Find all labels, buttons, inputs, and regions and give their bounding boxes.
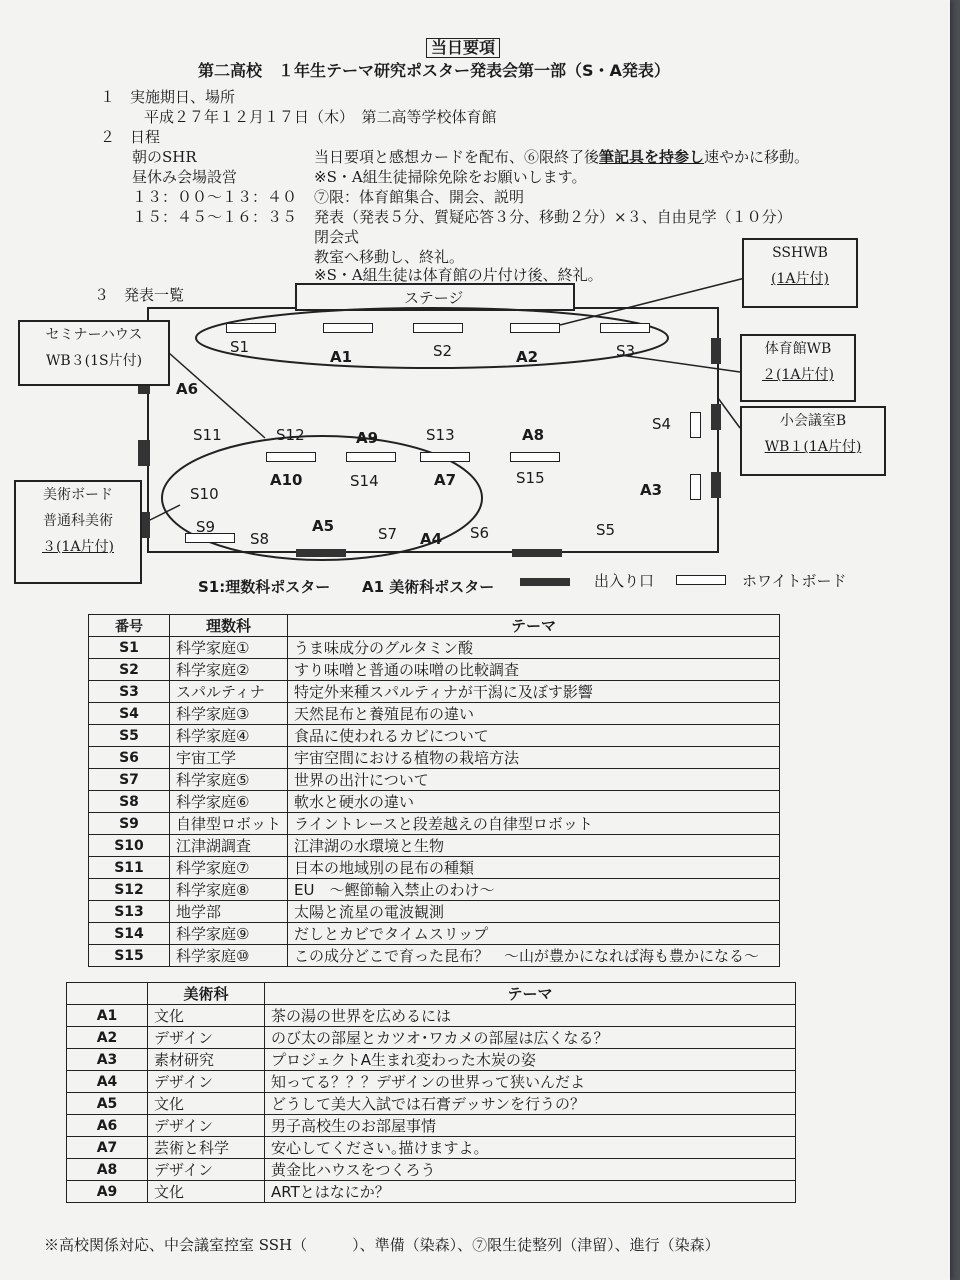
cell-number: S6 <box>89 747 170 769</box>
cell-theme: どうして美大入試では石膏デッサンを行うの？ <box>265 1093 796 1115</box>
cell-category: 科学家庭② <box>170 659 288 681</box>
science-table-row <box>89 681 780 703</box>
cell-theme: 軟水と硬水の違い <box>288 791 780 813</box>
position-label: A5 <box>312 517 335 535</box>
science-table-row <box>89 637 780 659</box>
position-label: A1 <box>330 348 353 366</box>
cell-number: A7 <box>67 1137 148 1159</box>
section1-heading: １ 実施期日、場所 <box>100 88 236 106</box>
position-label: A10 <box>270 471 303 489</box>
art-table-row <box>67 1005 796 1027</box>
cell-category: 科学家庭⑩ <box>170 945 288 967</box>
cell-category: 文化 <box>148 1181 265 1203</box>
cell-theme: 世界の出汁について <box>288 769 780 791</box>
whiteboard <box>413 323 463 333</box>
callout-seminar-house: セミナーハウス WB３(1S片付) <box>18 320 170 386</box>
callout-gym-wb: 体育館WB ２(1A片付) <box>740 334 856 402</box>
cell-category: デザイン <box>148 1027 265 1049</box>
cell-theme: 太陽と流星の電波観測 <box>288 901 780 923</box>
cell-category: 科学家庭③ <box>170 703 288 725</box>
science-table-row <box>89 791 780 813</box>
cell-number: S9 <box>89 813 170 835</box>
cell-category: スパルティナ <box>170 681 288 703</box>
science-table-row <box>89 747 780 769</box>
position-label: S11 <box>193 426 222 444</box>
whiteboard <box>266 452 316 462</box>
schedule-text: ⑦限：体育館集合、開会、説明 <box>314 188 525 206</box>
whiteboard <box>226 323 276 333</box>
cell-theme: 特定外来種スパルティナが干潟に及ぼす影響 <box>288 681 780 703</box>
position-label: S13 <box>426 426 455 444</box>
cell-number: A6 <box>67 1115 148 1137</box>
cell-number: S8 <box>89 791 170 813</box>
art-table-row <box>67 1137 796 1159</box>
legend-door: 出入り口 <box>594 572 655 590</box>
cell-category: 科学家庭① <box>170 637 288 659</box>
art-table-row <box>67 1093 796 1115</box>
column-header: テーマ <box>265 983 796 1005</box>
cell-category: 科学家庭④ <box>170 725 288 747</box>
schedule-text: 当日要項と感想カードを配布、⑥限終了後筆記具を持参し速やかに移動。 <box>314 148 810 166</box>
cell-number: S13 <box>89 901 170 923</box>
cell-number: S14 <box>89 923 170 945</box>
cell-category: 科学家庭⑧ <box>170 879 288 901</box>
column-header: テーマ <box>288 615 780 637</box>
cell-theme: のび太の部屋とカツオ･ワカメの部屋は広くなる？ <box>265 1027 796 1049</box>
cell-number: A9 <box>67 1181 148 1203</box>
whiteboard <box>510 452 560 462</box>
cell-number: S11 <box>89 857 170 879</box>
cell-category: 江津湖調査 <box>170 835 288 857</box>
cell-number: S10 <box>89 835 170 857</box>
position-label: S12 <box>276 426 305 444</box>
legend-whiteboard-swatch <box>676 575 726 585</box>
stage-label: ステージ <box>404 289 464 307</box>
whiteboard <box>600 323 650 333</box>
cell-category: 科学家庭⑥ <box>170 791 288 813</box>
legend-art: A1 美術科ポスター <box>362 578 495 596</box>
art-table-row <box>67 1049 796 1071</box>
science-table-row <box>89 923 780 945</box>
cell-theme: 宇宙空間における植物の栽培方法 <box>288 747 780 769</box>
schedule-time: １５：４５〜１６：３５ <box>132 208 298 226</box>
legend-door-swatch <box>520 578 570 586</box>
position-label: S14 <box>350 472 379 490</box>
schedule-time: 朝のSHR <box>132 148 197 166</box>
footer-note: ※高校関係対応、中会議室控室 SSH（ ）、準備（染森）、⑦限生徒整列（津留）、進行（染森） <box>44 1236 720 1254</box>
schedule-text: ※S・A組生徒掃除免除をお願いします。 <box>314 168 587 186</box>
cell-theme: 茶の湯の世界を広めるには <box>265 1005 796 1027</box>
whiteboard <box>690 412 701 438</box>
cell-category: デザイン <box>148 1071 265 1093</box>
callout-art-board: 美術ボード 普通科美術 ３(1A片付) <box>14 480 142 584</box>
page-title: 第二高校 １年生テーマ研究ポスター発表会第一部（S・A発表） <box>198 61 670 80</box>
table-header-row <box>67 983 796 1005</box>
group-ellipse-top <box>196 308 668 368</box>
whiteboard <box>510 323 560 333</box>
cell-number: A3 <box>67 1049 148 1071</box>
schedule-time: １３：００〜１３：４０ <box>132 188 298 206</box>
cell-number: S1 <box>89 637 170 659</box>
position-label: S4 <box>652 415 672 433</box>
cell-theme: 天然昆布と養殖昆布の違い <box>288 703 780 725</box>
cell-category: 素材研究 <box>148 1049 265 1071</box>
position-label: A6 <box>176 380 199 398</box>
entrance-door <box>711 472 721 498</box>
cell-number: S7 <box>89 769 170 791</box>
position-label: S9 <box>196 518 216 536</box>
column-header <box>67 983 148 1005</box>
position-label: S15 <box>516 469 545 487</box>
cell-number: S3 <box>89 681 170 703</box>
cell-number: S12 <box>89 879 170 901</box>
cell-number: A8 <box>67 1159 148 1181</box>
cell-number: S5 <box>89 725 170 747</box>
cell-number: A2 <box>67 1027 148 1049</box>
position-label: A4 <box>420 530 443 548</box>
entrance-door <box>512 549 562 557</box>
cell-theme: ライントレースと段差越えの自律型ロボット <box>288 813 780 835</box>
leader-line <box>620 355 740 372</box>
cell-category: 自律型ロボット <box>170 813 288 835</box>
art-table-row <box>67 1027 796 1049</box>
cell-theme: ARTとはなにか？ <box>265 1181 796 1203</box>
science-table-row <box>89 703 780 725</box>
whiteboard <box>323 323 373 333</box>
science-table-body <box>89 615 780 967</box>
cell-category: 科学家庭⑨ <box>170 923 288 945</box>
position-label: S6 <box>470 524 490 542</box>
schedule-text: ※S・A組生徒は体育館の片付け後、終礼。 <box>314 266 603 284</box>
section2-heading: ２ 日程 <box>100 128 161 146</box>
position-label: S7 <box>378 525 398 543</box>
cell-number: A4 <box>67 1071 148 1093</box>
science-table-row <box>89 769 780 791</box>
position-label: A7 <box>434 471 457 489</box>
whiteboard <box>420 452 470 462</box>
cell-theme: 日本の地域別の昆布の種類 <box>288 857 780 879</box>
science-table-row <box>89 725 780 747</box>
cell-theme: うま味成分のグルタミン酸 <box>288 637 780 659</box>
schedule-text: 閉会式 <box>314 228 360 246</box>
whiteboard <box>690 474 701 500</box>
position-label: S10 <box>190 485 219 503</box>
section1-detail: 平成２７年１２月１７日（木） 第二高等学校体育館 <box>144 108 497 126</box>
schedule-emphasis: 筆記具を持参し <box>599 148 705 166</box>
callout-small-meeting-room: 小会議室B WB１(1A片付) <box>740 406 886 476</box>
position-label: S8 <box>250 530 270 548</box>
cell-theme: だしとカビでタイムスリップ <box>288 923 780 945</box>
cell-category: 科学家庭⑤ <box>170 769 288 791</box>
art-table <box>66 982 796 1203</box>
cell-theme: 男子高校生のお部屋事情 <box>265 1115 796 1137</box>
position-label: S2 <box>433 342 453 360</box>
table-header-row <box>89 615 780 637</box>
entrance-door <box>138 440 150 466</box>
position-label: S1 <box>230 338 250 356</box>
cell-theme: EU 〜鰹節輸入禁止のわけ〜 <box>288 879 780 901</box>
schedule-text: 教室へ移動し、終礼。 <box>314 248 465 266</box>
leader-line <box>150 505 180 520</box>
position-label: A2 <box>516 348 539 366</box>
section3-heading: ３ 発表一覧 <box>94 286 185 304</box>
science-table-row <box>89 901 780 923</box>
art-table-row <box>67 1181 796 1203</box>
art-table-body <box>67 983 796 1203</box>
position-label: A3 <box>640 481 663 499</box>
art-table-row <box>67 1115 796 1137</box>
leader-line <box>718 398 740 428</box>
cell-category: 文化 <box>148 1093 265 1115</box>
position-label: A9 <box>356 429 379 447</box>
cell-number: A1 <box>67 1005 148 1027</box>
legend-whiteboard: ホワイトボード <box>742 572 847 590</box>
position-label: A8 <box>522 426 545 444</box>
column-header: 番号 <box>89 615 170 637</box>
position-label: S5 <box>596 521 616 539</box>
cell-theme: 安心してください｡描けますよ｡ <box>265 1137 796 1159</box>
science-table-row <box>89 945 780 967</box>
cell-category: デザイン <box>148 1159 265 1181</box>
legend-science: S1:理数科ポスター <box>198 578 331 596</box>
entrance-door <box>296 549 346 557</box>
cell-theme: 黄金比ハウスをつくろう <box>265 1159 796 1181</box>
cell-category: デザイン <box>148 1115 265 1137</box>
cell-category: 文化 <box>148 1005 265 1027</box>
position-label: S3 <box>616 342 636 360</box>
cell-theme: プロジェクトA生まれ変わった木炭の姿 <box>265 1049 796 1071</box>
cell-category: 芸術と科学 <box>148 1137 265 1159</box>
cell-number: S2 <box>89 659 170 681</box>
column-header: 美術科 <box>148 983 265 1005</box>
cell-category: 地学部 <box>170 901 288 923</box>
cell-theme: 知ってる？？？デザインの世界って狭いんだよ <box>265 1071 796 1093</box>
science-table-row <box>89 835 780 857</box>
science-table <box>88 614 780 967</box>
science-table-row <box>89 879 780 901</box>
cell-theme: 食品に使われるカビについて <box>288 725 780 747</box>
entrance-door <box>711 338 721 364</box>
science-table-row <box>89 857 780 879</box>
whiteboard <box>346 452 396 462</box>
cell-theme: 江津湖の水環境と生物 <box>288 835 780 857</box>
cell-number: S4 <box>89 703 170 725</box>
cell-theme: この成分どこで育った昆布？ 〜山が豊かになれば海も豊かになる〜 <box>288 945 780 967</box>
science-table-row <box>89 659 780 681</box>
callout-sshwb: SSHWB (1A片付) <box>742 238 858 308</box>
schedule-time: 昼休み会場設営 <box>132 168 238 186</box>
column-header: 理数科 <box>170 615 288 637</box>
cell-category: 科学家庭⑦ <box>170 857 288 879</box>
schedule-text: 発表（発表５分、質疑応答３分、移動２分）×３、自由見学（１０分） <box>314 208 792 226</box>
header-badge: 当日要項 <box>426 38 500 58</box>
cell-theme: すり味噌と普通の味噌の比較調査 <box>288 659 780 681</box>
science-table-row <box>89 813 780 835</box>
cell-number: S15 <box>89 945 170 967</box>
entrance-door <box>711 404 721 430</box>
art-table-row <box>67 1071 796 1093</box>
cell-category: 宇宙工学 <box>170 747 288 769</box>
art-table-row <box>67 1159 796 1181</box>
cell-number: A5 <box>67 1093 148 1115</box>
